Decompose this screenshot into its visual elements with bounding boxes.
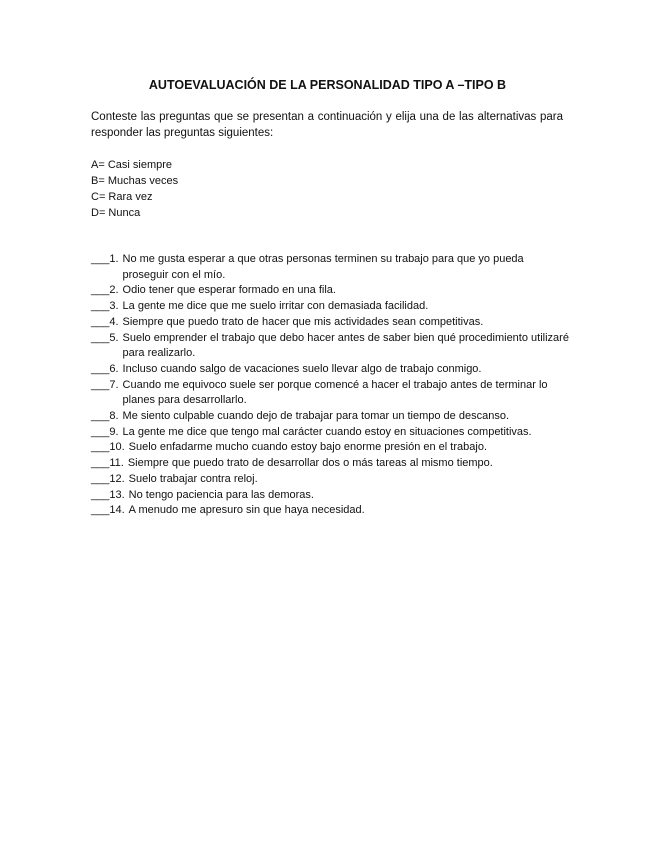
question-number: ___10. (91, 441, 125, 454)
question-item (91, 362, 571, 378)
option-a: A= Casi siempre (91, 159, 173, 171)
instructions-paragraph: Conteste las preguntas que se presentan a continuación y elija una de las alternativas para responder las preguntas siguientes: (91, 111, 563, 139)
question-text: No me gusta esperar a que otras personas terminen su trabajo para que yo pueda proseguir con el mío. (122, 253, 524, 281)
question-number: ___1. (91, 253, 119, 265)
question-text: La gente me dice que tengo mal carácter cuando estoy en situaciones competitivas. (122, 425, 532, 438)
question-number: ___11. (91, 457, 124, 470)
question-item (91, 299, 571, 315)
question-number: ___5. (91, 331, 119, 344)
question-text: Cuando me equivoco suele ser porque comencé a hacer el trabajo antes de terminar lo planes para desarrollarlo. (122, 378, 548, 407)
question-text: Suelo enfadarme mucho cuando estoy bajo enorme presión en el trabajo. (128, 441, 487, 454)
question-text: Incluso cuando salgo de vacaciones suelo llevar algo de trabajo conmigo. (122, 362, 482, 375)
option-c: C= Rara vez (91, 191, 153, 203)
question-item (91, 456, 571, 472)
question-text: Siempre que puedo trato de hacer que mis actividades sean competitivas. (122, 315, 484, 328)
question-number: ___6. (91, 362, 119, 375)
question-list (91, 252, 571, 519)
question-number: ___4. (91, 315, 119, 328)
question-item (91, 472, 571, 488)
option-d: D= Nunca (91, 207, 141, 219)
question-text: La gente me dice que me suelo irritar con demasiada facilidad. (122, 300, 429, 313)
question-text: A menudo me apresuro sin que haya necesidad. (128, 504, 365, 517)
question-number: ___13. (91, 488, 125, 501)
question-text: No tengo paciencia para las demoras. (128, 488, 314, 501)
question-item (91, 488, 571, 504)
question-number: ___9. (91, 425, 119, 438)
question-item (91, 378, 571, 409)
question-item (91, 315, 571, 331)
question-text: Suelo trabajar contra reloj. (128, 472, 258, 485)
question-item (91, 283, 571, 299)
question-item (91, 331, 571, 362)
question-number: ___8. (91, 410, 119, 423)
question-number: ___3. (91, 300, 119, 313)
question-number: ___12. (91, 472, 125, 485)
question-number: ___14. (91, 504, 125, 517)
question-text: Odio tener que esperar formado en una fila. (122, 284, 336, 297)
page-title: AUTOEVALUACIÓN DE LA PERSONALIDAD TIPO A –TIPO B (148, 78, 507, 92)
question-item (91, 503, 571, 519)
question-item (91, 252, 571, 283)
question-item (91, 440, 571, 456)
option-b: B= Muchas veces (91, 175, 179, 187)
question-text: Suelo emprender el trabajo que debo hacer antes de saber bien qué procedimiento utilizaré para realizarlo. (122, 331, 569, 360)
question-text: Me siento culpable cuando dejo de trabajar para tomar un tiempo de descanso. (122, 410, 509, 423)
question-text: Siempre que puedo trato de desarrollar dos o más tareas al mismo tiempo. (127, 457, 493, 470)
question-item (91, 425, 571, 441)
question-number: ___2. (91, 284, 119, 297)
answer-options (91, 157, 178, 221)
question-item (91, 409, 571, 425)
question-number: ___7. (91, 378, 119, 391)
